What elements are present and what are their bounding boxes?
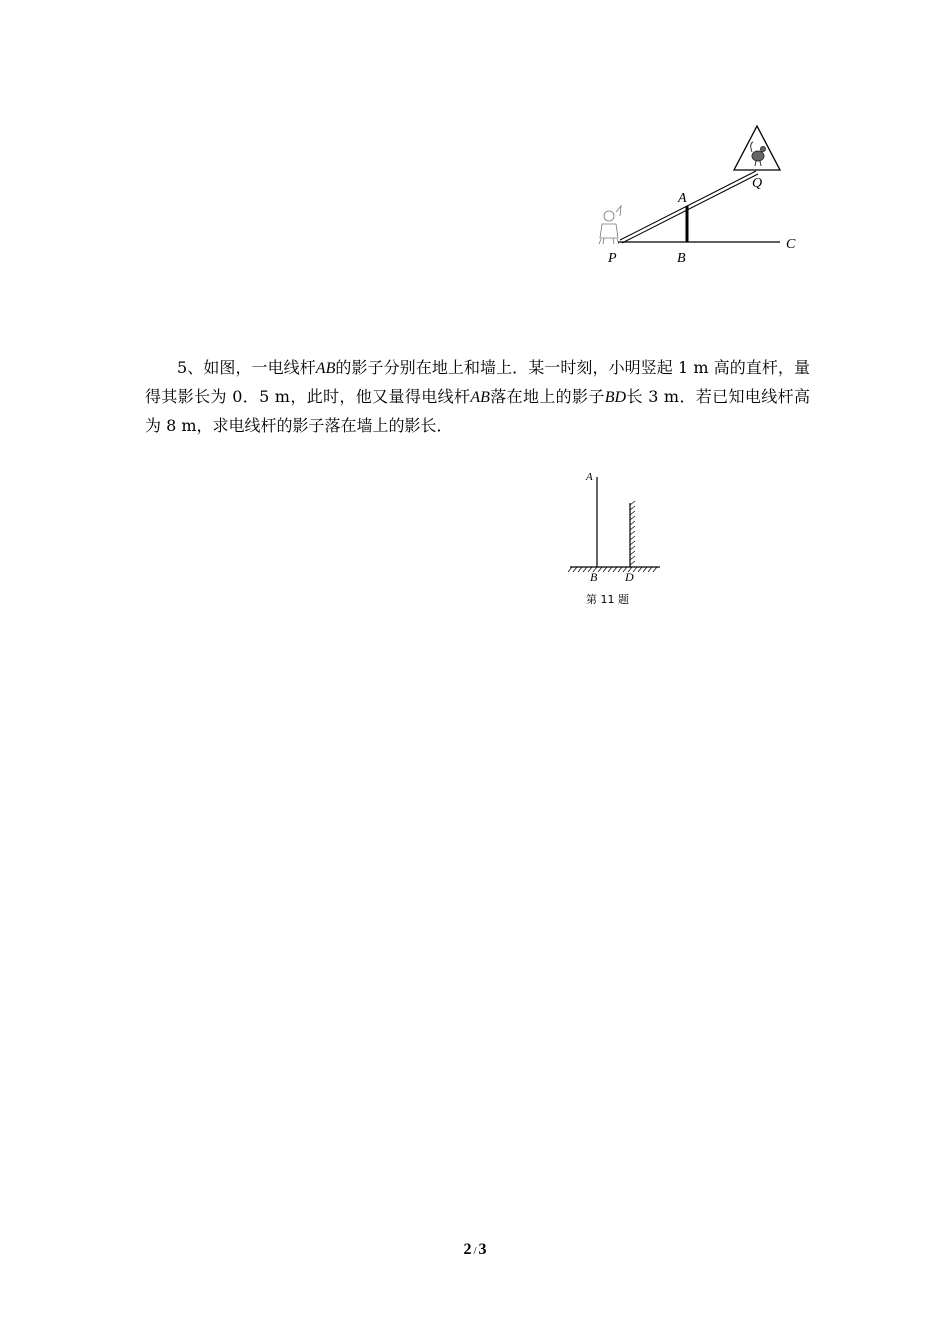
hatch-mark [630, 521, 635, 525]
label-b: B [677, 251, 686, 266]
label-a: A [678, 191, 687, 206]
problem-text-part: 的影子分别在地上和墙上．某一时刻，小明竖起 1 m 高的直杆，量得其影长为 0．5 m，此时，他又量得电线杆 [145, 358, 810, 406]
hatch-mark [648, 567, 652, 572]
hatch-mark [630, 506, 635, 510]
problem-segment-bd: BD [604, 389, 627, 406]
hatch-mark [630, 556, 635, 560]
label-b: B [590, 570, 598, 584]
hatch-mark [630, 526, 635, 530]
page-number [0, 1241, 950, 1259]
hatch-mark [630, 501, 635, 505]
figure-pole-wall-diagram [555, 465, 680, 615]
hatch-mark [630, 536, 635, 540]
page-total: 3 [478, 1241, 487, 1258]
problem-text-part: 长 3 m．若已知电线杆高为 8 m，求电线杆的影子落在墙上的影长． [145, 387, 810, 435]
hatch-mark [630, 546, 635, 550]
hatch-mark [583, 567, 587, 572]
hatch-mark [608, 567, 612, 572]
hatch-mark [573, 567, 577, 572]
label-c: C [786, 237, 796, 252]
page-separator: / [473, 1245, 477, 1257]
hatch-mark [618, 567, 622, 572]
hatch-mark [630, 551, 635, 555]
hatch-mark [630, 531, 635, 535]
hatch-mark [568, 567, 572, 572]
hatch-mark [630, 561, 635, 565]
page-current: 2 [463, 1241, 472, 1258]
label-d: D [625, 570, 634, 584]
problem-segment-ab: AB [315, 360, 336, 377]
person-figure-icon [599, 206, 621, 244]
figure-pole-shadow-diagram [590, 120, 810, 270]
hatch-mark [613, 567, 617, 572]
hatch-mark [578, 567, 582, 572]
hatch-mark [638, 567, 642, 572]
problem-text-part: 落在地上的影子 [489, 387, 605, 406]
ground-hatching [568, 567, 657, 572]
warning-triangle-icon [734, 126, 780, 170]
label-q: Q [752, 176, 763, 191]
problem-text-part: 5、如图，一电线杆 [177, 358, 316, 377]
hatch-mark [630, 516, 635, 520]
rooster-icon [751, 142, 766, 166]
sight-line-pq [620, 171, 758, 243]
problem-5 [145, 354, 810, 440]
hatch-mark [598, 567, 602, 572]
hatch-mark [630, 511, 635, 515]
hatch-mark [630, 541, 635, 545]
hatch-mark [643, 567, 647, 572]
problem-5-text [145, 354, 810, 440]
hatch-mark [653, 567, 657, 572]
label-p: P [608, 251, 617, 266]
label-a: A [586, 471, 593, 483]
figure-caption: 第 11 题 [586, 593, 629, 606]
wall-hatching [630, 501, 635, 565]
hatch-mark [603, 567, 607, 572]
problem-segment-ab: AB [470, 389, 490, 406]
